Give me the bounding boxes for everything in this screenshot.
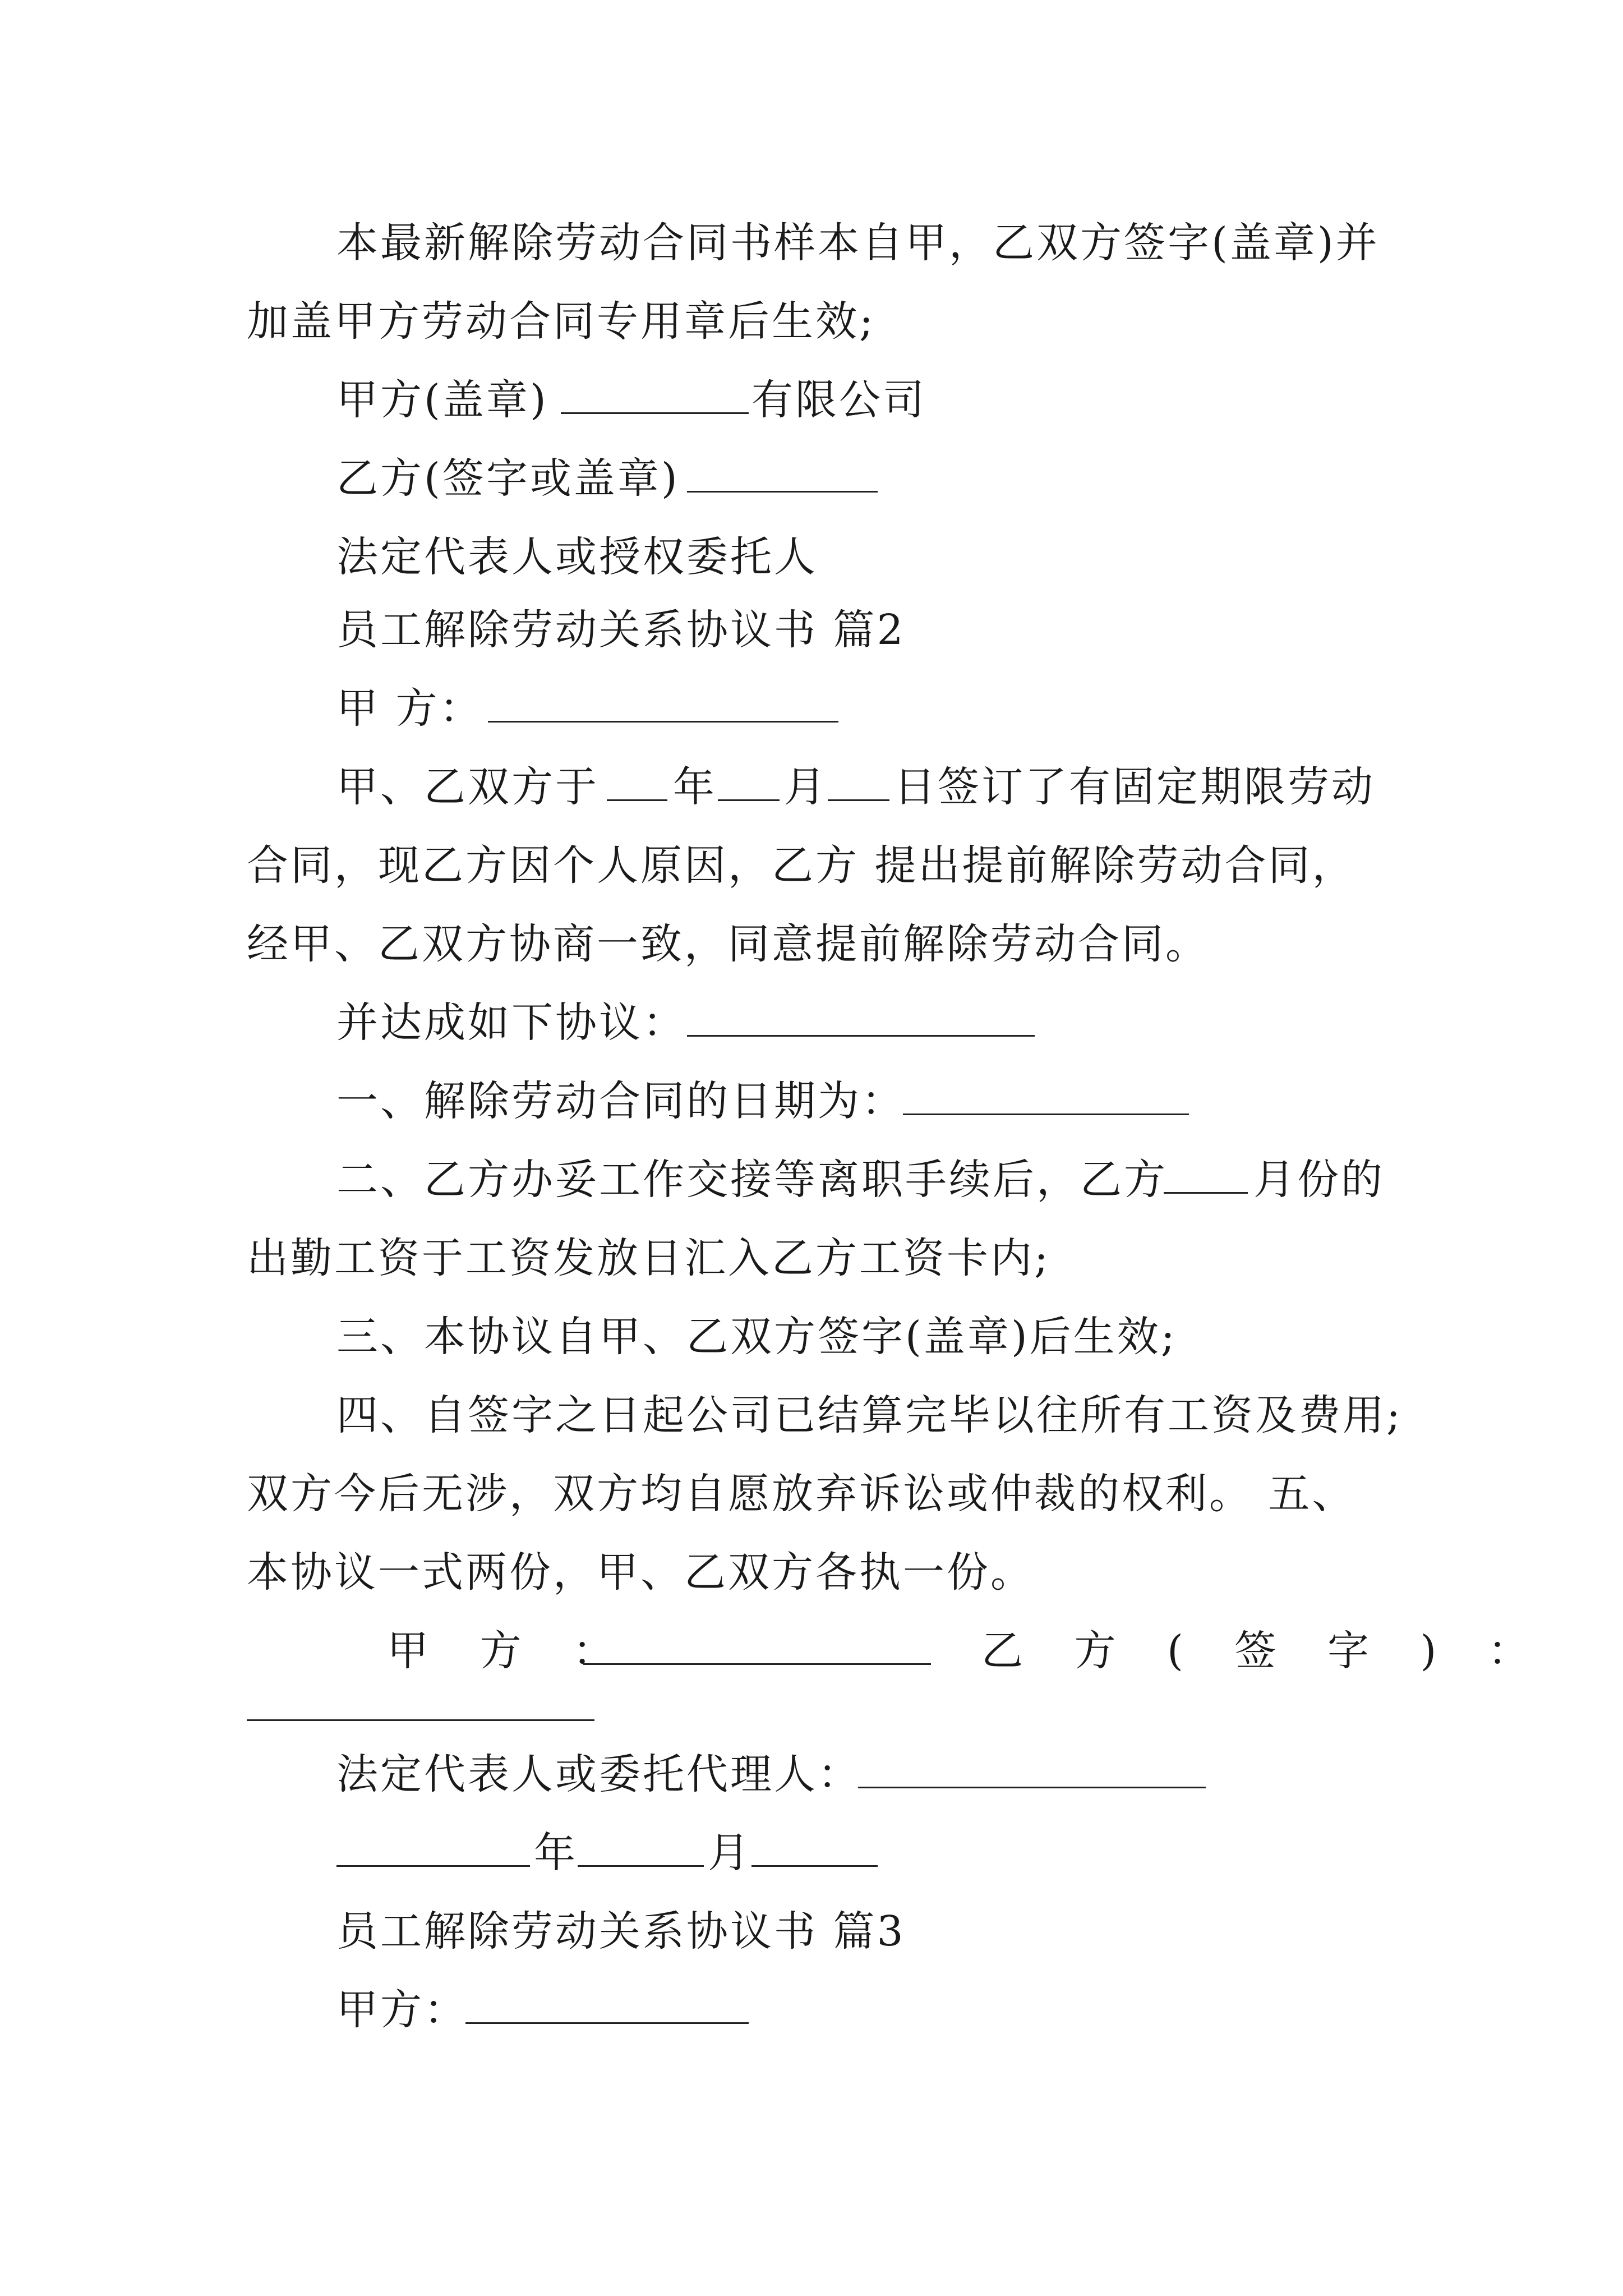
text: 甲、乙双方于 <box>336 763 599 811</box>
paragraph-effect-line1 <box>0 209 1623 277</box>
party-a-line-3 <box>0 1976 1623 2044</box>
text: 三、本协议自甲、乙双方签字(盖章)后生效; <box>336 1313 1177 1361</box>
party-a-blank[interactable] <box>488 721 838 723</box>
text: 合同，现乙方因个人原因，乙方 提出提前解除劳动合同， <box>247 841 1356 890</box>
party-a-seal-line <box>0 366 1623 434</box>
agreement-label: 并达成如下协议： <box>336 999 686 1047</box>
party-a-seal-suffix: 有限公司 <box>751 376 926 424</box>
text: 年 <box>673 763 717 811</box>
heading-text: 员工解除劳动关系协议书 篇2 <box>336 606 906 654</box>
legal-rep-agent-blank[interactable] <box>858 1787 1206 1788</box>
party-a-label: 甲方： <box>336 1986 468 2034</box>
legal-rep-label: 法定代表人或授权委托人 <box>336 533 818 581</box>
paragraph-line <box>0 832 1623 899</box>
salary-month-blank[interactable] <box>1164 1192 1248 1194</box>
sig-party-b-blank[interactable] <box>247 1719 594 1721</box>
item-1-label: 一、解除劳动合同的日期为： <box>336 1077 905 1125</box>
text: 月 <box>784 763 828 811</box>
text: 经甲、乙双方协商一致，同意提前解除劳动合同。 <box>247 920 1209 968</box>
heading-text: 员工解除劳动关系协议书 篇3 <box>336 1907 906 1955</box>
contract-month-blank[interactable] <box>718 799 780 801</box>
party-a-line <box>0 675 1623 742</box>
text: 年 <box>534 1829 578 1877</box>
contract-year-blank[interactable] <box>607 799 667 801</box>
party-a-label: 甲 方： <box>336 684 483 733</box>
text: 出勤工资于工资发放日汇入乙方工资卡内; <box>247 1234 1050 1282</box>
item-2-line2 <box>0 1225 1623 1292</box>
text: 月 <box>708 1829 751 1877</box>
item-4-line1 <box>0 1382 1623 1449</box>
text: 日签订了有固定期限劳动 <box>894 763 1375 811</box>
sig-party-b-blank-line <box>0 1673 1623 1741</box>
text: 本协议一式两份，甲、乙双方各执一份。 <box>247 1548 1034 1596</box>
section-heading-3 <box>0 1898 1623 1965</box>
party-a-name-blank[interactable] <box>561 412 749 414</box>
section-heading-2 <box>0 596 1623 664</box>
agreement-blank[interactable] <box>687 1035 1035 1037</box>
party-b-sign-blank[interactable] <box>687 491 878 493</box>
text: 加盖甲方劳动合同专用章后生效; <box>247 297 875 346</box>
sig-party-a-label: 甲 方 ： <box>387 1627 634 1675</box>
item-2-line1 <box>0 1146 1623 1213</box>
legal-rep-agent-label: 法定代表人或委托代理人： <box>336 1750 861 1798</box>
item-4-line2 <box>0 1460 1623 1527</box>
sig-party-a-blank[interactable] <box>583 1663 931 1665</box>
party-b-sign-line <box>0 445 1623 512</box>
text: 本最新解除劳动合同书样本自甲，乙双方签字(盖章)并 <box>336 219 1380 267</box>
legal-rep-agent-line <box>0 1741 1623 1808</box>
item-1-line <box>0 1068 1623 1135</box>
sign-year-blank[interactable] <box>336 1865 530 1867</box>
contract-date-line <box>0 753 1623 821</box>
paragraph-effect-line2 <box>0 288 1623 355</box>
text: 四、自签字之日起公司已结算完毕以往所有工资及费用; <box>336 1391 1403 1439</box>
party-a-blank[interactable] <box>465 2022 749 2024</box>
paragraph-line <box>0 910 1623 978</box>
item-4-line3 <box>0 1539 1623 1606</box>
agreement-line <box>0 989 1623 1056</box>
sig-party-b-label: 乙 方 ( 签 字 ) ： <box>981 1627 1548 1675</box>
party-b-sign-label: 乙方(签字或盖章) <box>336 454 680 503</box>
text: 双方今后无涉，双方均自愿放弃诉讼或仲裁的权利。 五、 <box>247 1470 1356 1518</box>
contract-day-blank[interactable] <box>828 799 889 801</box>
item-3-line <box>0 1303 1623 1370</box>
sign-day-blank[interactable] <box>751 1865 878 1867</box>
party-a-seal-label: 甲方(盖章) <box>336 376 548 424</box>
sign-month-blank[interactable] <box>578 1865 704 1867</box>
sign-date-line <box>0 1819 1623 1887</box>
text: 二、乙方办妥工作交接等离职手续后，乙方 <box>336 1156 1168 1204</box>
legal-rep-line <box>0 523 1623 591</box>
text: 月份的 <box>1253 1156 1385 1204</box>
termination-date-blank[interactable] <box>903 1114 1189 1115</box>
